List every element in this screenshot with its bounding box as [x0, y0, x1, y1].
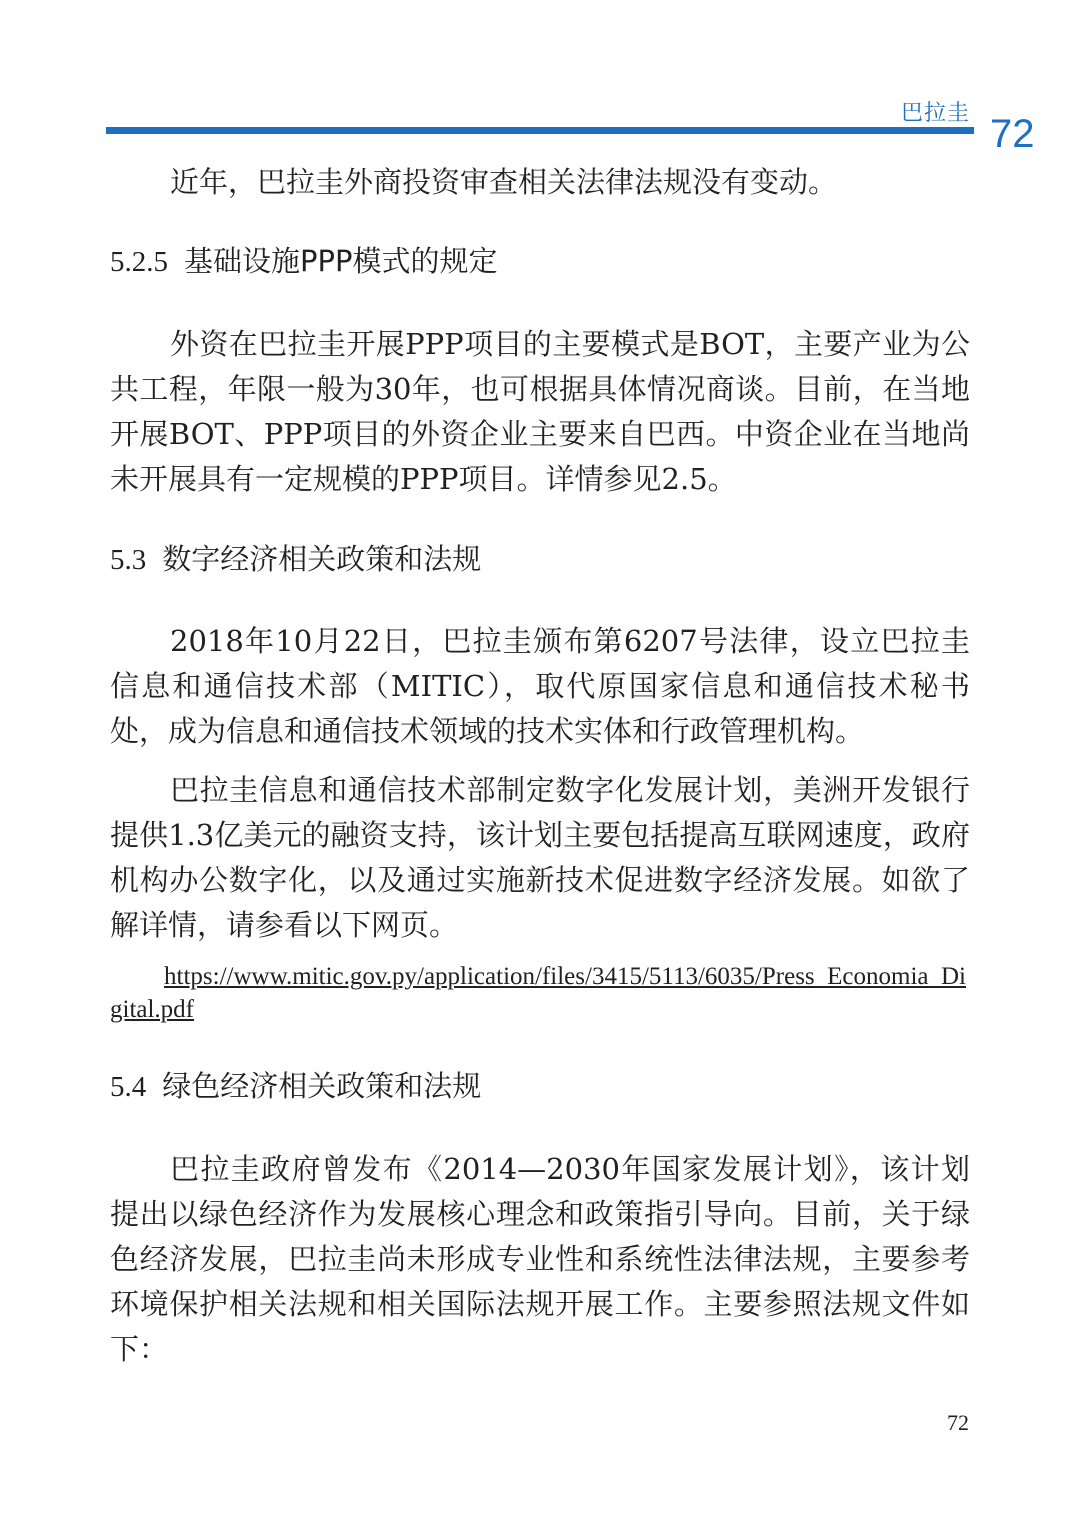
section-title: 数字经济相关政策和法规 — [162, 542, 482, 576]
header-page-number: 72 — [990, 112, 1035, 156]
section-number: 5.2.5 — [110, 246, 168, 278]
page-content — [110, 160, 970, 1372]
section-number: 5.3 — [110, 544, 147, 576]
header-country-name: 巴拉圭 — [900, 101, 970, 126]
footer-page-number: 72 — [947, 1410, 969, 1435]
intro-paragraph: 近年，巴拉圭外商投资审查相关法律法规没有变动。 — [170, 165, 838, 199]
section-title: 基础设施PPP模式的规定 — [184, 244, 498, 278]
paragraph: 巴拉圭政府曾发布《2014—2030年国家发展计划》，该计划提出以绿色经济作为发展核心理念和政策指引导向。目前，关于绿色经济发展，巴拉圭尚未形成专业性和系统性法律法规，主要参考环境保护相关法规和相关国际法规开展工作。主要参照法规文件如下： — [110, 1152, 970, 1366]
paragraph: 外资在巴拉圭开展PPP项目的主要模式是BOT，主要产业为公共工程，年限一般为30年，也可根据具体情况商谈。目前，在当地开展BOT、PPP项目的外资企业主要来自巴西。中资企业在当地尚未开展具有一定规模的PPP项目。详情参见2.5。 — [110, 327, 970, 496]
section-title: 绿色经济相关政策和法规 — [162, 1069, 482, 1103]
header-rule — [106, 127, 974, 134]
paragraph: 2018年10月22日，巴拉圭颁布第6207号法律，设立巴拉圭信息和通信技术部（MITIC），取代原国家信息和通信技术秘书处，成为信息和通信技术领域的技术实体和行政管理机构。 — [110, 624, 970, 748]
section-heading-5-3 — [110, 537, 970, 583]
section-number: 5.4 — [110, 1071, 147, 1103]
section-heading-5-4 — [110, 1064, 970, 1110]
paragraph: 巴拉圭信息和通信技术部制定数字化发展计划，美洲开发银行提供1.3亿美元的融资支持，该计划主要包括提高互联网速度，政府机构办公数字化，以及通过实施新技术促进数字经济发展。如欲了解详情，请参看以下网页。 — [110, 773, 970, 942]
section-heading-5-2-5 — [110, 239, 970, 285]
reference-link[interactable]: https://www.mitic.gov.py/application/files/3415/5113/6035/Press_Economia_Digital.pdf — [110, 963, 967, 1023]
